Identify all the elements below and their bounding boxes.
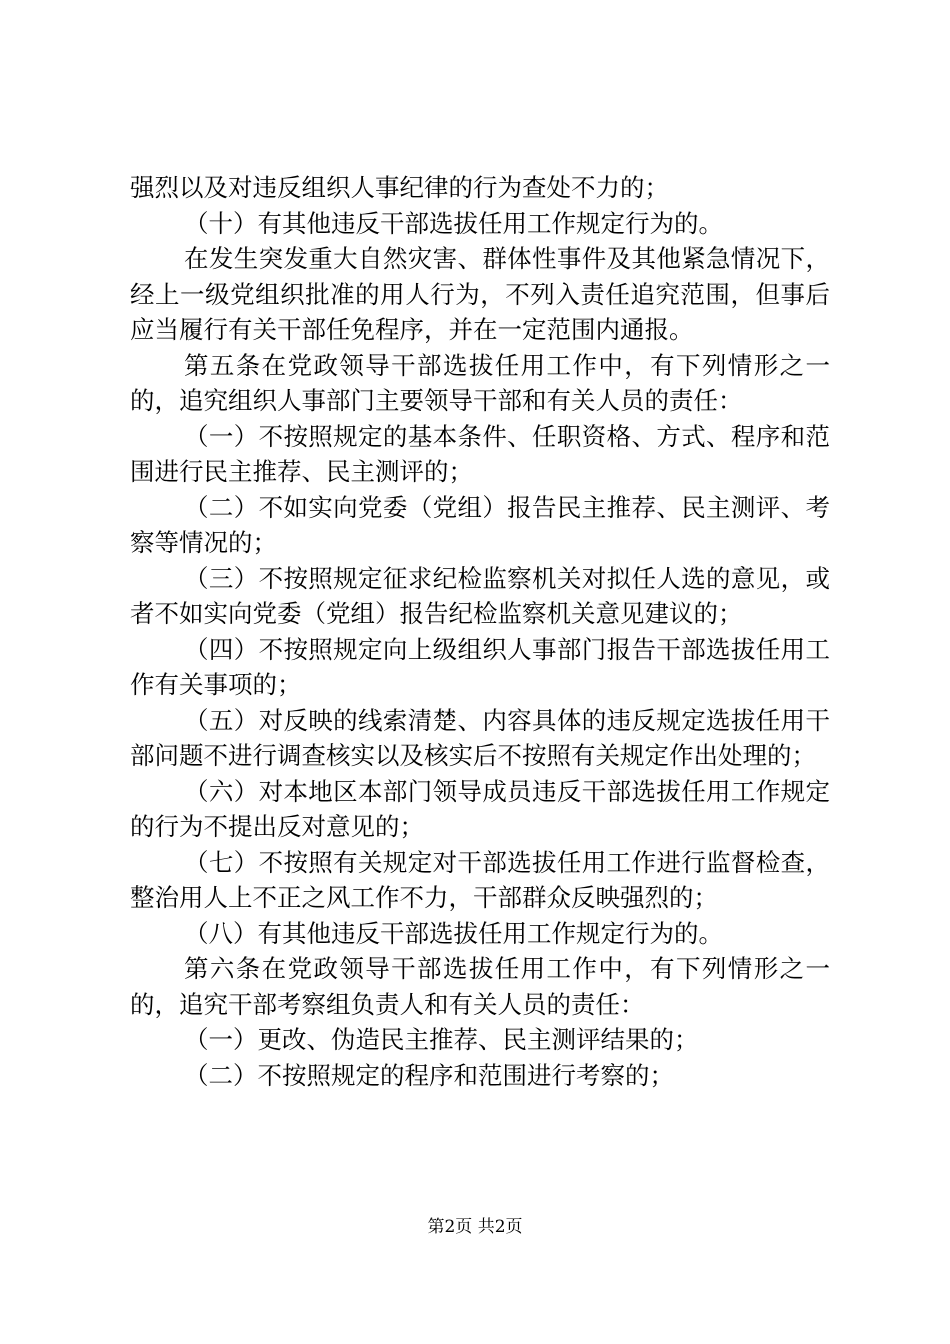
paragraph: （八）有其他违反干部选拔任用工作规定行为的。 — [184, 918, 723, 948]
paragraph: （七）不按照有关规定对干部选拔任用工作进行监督检查，整治用人上不正之风工作不力，干部群众反映强烈的； — [130, 847, 830, 912]
paragraph: 第五条在党政领导干部选拔任用工作中，有下列情形之一的，追究组织人事部门主要领导干部和有关人员的责任： — [130, 350, 830, 415]
paragraph: （四）不按照规定向上级组织人事部门报告干部选拔任用工作有关事项的； — [130, 634, 830, 699]
paragraph: 强烈以及对违反组织人事纪律的行为查处不力的； — [130, 173, 669, 202]
paragraph: （六）对本地区本部门领导成员违反干部选拔任用工作规定的行为不提出反对意见的； — [130, 776, 830, 841]
paragraph: （一）更改、伪造民主推荐、民主测评结果的； — [184, 1025, 699, 1054]
paragraph: （二）不按照规定的程序和范围进行考察的； — [184, 1060, 674, 1090]
paragraph: （十）有其他违反干部选拔任用工作规定行为的。 — [184, 208, 723, 238]
paragraph: 第六条在党政领导干部选拔任用工作中，有下列情形之一的，追究干部考察组负责人和有关人员的责任： — [130, 954, 830, 1019]
paragraph: （二）不如实向党委（党组）报告民主推荐、民主测评、考察等情况的； — [130, 492, 830, 557]
paragraph: 在发生突发重大自然灾害、群体性事件及其他紧急情况下，经上一级党组织批准的用人行为，不列入责任追究范围，但事后应当履行有关干部任免程序，并在一定范围内通报。 — [130, 244, 830, 344]
document-body — [130, 170, 830, 1093]
paragraph: （五）对反映的线索清楚、内容具体的违反规定选拔任用干部问题不进行调查核实以及核实后不按照有关规定作出处理的； — [130, 705, 830, 770]
paragraph: （三）不按照规定征求纪检监察机关对拟任人选的意见，或者不如实向党委（党组）报告纪检监察机关意见建议的； — [130, 563, 830, 628]
page-number-footer: 第2页 共2页 — [427, 1217, 523, 1237]
paragraph: （一）不按照规定的基本条件、任职资格、方式、程序和范围进行民主推荐、民主测评的； — [130, 421, 830, 486]
